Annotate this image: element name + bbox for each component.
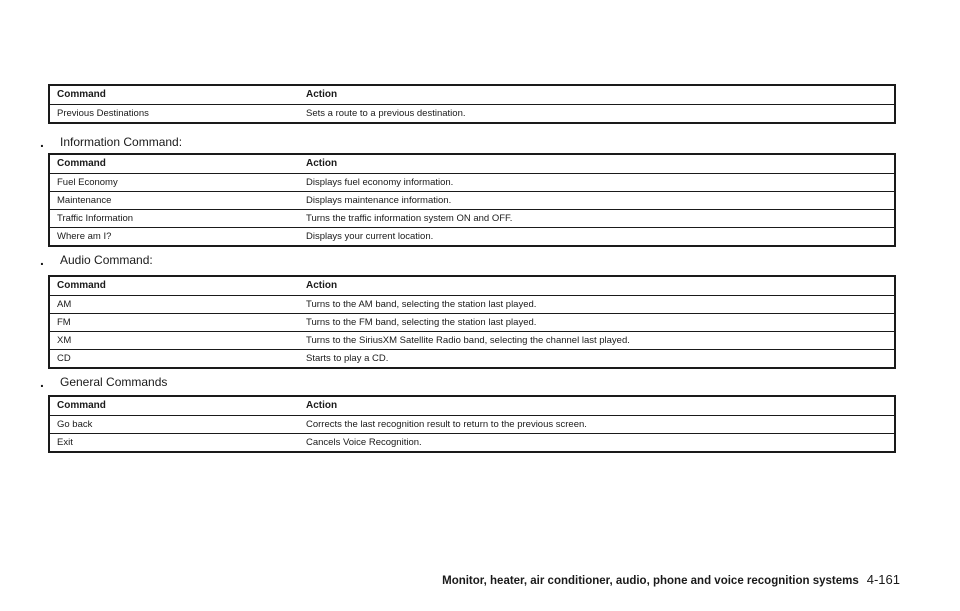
information-command-table <box>48 153 896 247</box>
audio-command-heading <box>40 252 153 268</box>
command-cell: FM <box>57 317 71 328</box>
table-row <box>50 104 894 122</box>
table-header-row <box>50 86 894 104</box>
table-row <box>50 415 894 433</box>
table-row <box>50 349 894 367</box>
action-column-header: Action <box>306 400 338 411</box>
command-cell: Go back <box>57 419 93 430</box>
table-row <box>50 191 894 209</box>
table-row <box>50 313 894 331</box>
action-column-header: Action <box>306 89 338 100</box>
general-commands-table <box>48 395 896 453</box>
bullet-icon: . <box>40 374 44 390</box>
command-cell: Fuel Economy <box>57 177 118 188</box>
table-header-row <box>50 277 894 295</box>
command-column-header: Command <box>57 89 106 100</box>
command-cell: XM <box>57 335 72 346</box>
general-commands-heading <box>40 374 167 390</box>
command-column-header: Command <box>57 280 106 291</box>
action-cell: Turns to the AM band, selecting the station last played. <box>306 299 537 310</box>
heading-text: Information Command: <box>60 135 183 149</box>
action-cell: Displays fuel economy information. <box>306 177 454 188</box>
command-cell: Where am I? <box>57 231 112 242</box>
table-header-row <box>50 155 894 173</box>
bullet-icon: . <box>40 134 44 150</box>
table-row <box>50 295 894 313</box>
previous-destinations-table <box>48 84 896 124</box>
footer-section-title: Monitor, heater, air conditioner, audio, phone and voice recognition systems <box>442 575 859 587</box>
command-cell: Traffic Information <box>57 213 134 224</box>
action-cell: Displays your current location. <box>306 231 434 242</box>
action-cell: Starts to play a CD. <box>306 353 389 364</box>
table-row <box>50 433 894 451</box>
audio-command-table <box>48 275 896 369</box>
table-row <box>50 173 894 191</box>
heading-text: General Commands <box>60 375 168 389</box>
table-row <box>50 209 894 227</box>
table-row <box>50 331 894 349</box>
action-cell: Displays maintenance information. <box>306 195 452 206</box>
command-column-header: Command <box>57 400 106 411</box>
action-cell: Sets a route to a previous destination. <box>306 108 466 119</box>
heading-text: Audio Command: <box>60 253 153 267</box>
command-cell: Maintenance <box>57 195 112 206</box>
command-column-header: Command <box>57 158 106 169</box>
page-footer <box>390 572 900 587</box>
table-row <box>50 227 894 245</box>
command-cell: Previous Destinations <box>57 108 149 119</box>
action-cell: Cancels Voice Recognition. <box>306 437 422 448</box>
action-cell: Turns the traffic information system ON and OFF. <box>306 213 513 224</box>
bullet-icon: . <box>40 252 44 268</box>
command-cell: CD <box>57 353 71 364</box>
table-header-row <box>50 397 894 415</box>
command-cell: AM <box>57 299 72 310</box>
action-cell: Turns to the SiriusXM Satellite Radio band, selecting the channel last played. <box>306 335 630 346</box>
information-command-heading <box>40 134 182 150</box>
action-column-header: Action <box>306 158 338 169</box>
action-cell: Turns to the FM band, selecting the station last played. <box>306 317 537 328</box>
action-cell: Corrects the last recognition result to return to the previous screen. <box>306 419 587 430</box>
action-column-header: Action <box>306 280 338 291</box>
command-cell: Exit <box>57 437 73 448</box>
page-number: 4-161 <box>866 572 900 587</box>
